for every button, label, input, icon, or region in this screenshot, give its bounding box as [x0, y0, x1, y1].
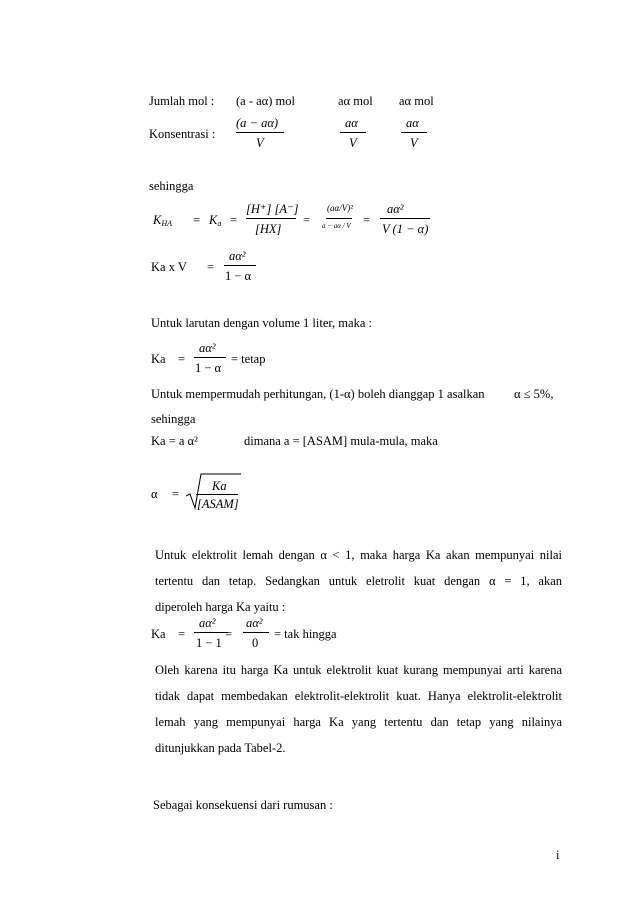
row-mol-col1: (a - aα) mol [236, 94, 295, 108]
eq-kha-nested-numerator: (aα/V)² [327, 203, 353, 213]
conc-col3-numerator: aα [406, 116, 419, 130]
eq-kha-result-denominator: V (1 − α) [382, 222, 429, 236]
eq-kha-equals-3: = [303, 213, 311, 227]
eq-alpha-numerator: Ka [212, 479, 227, 493]
eq-kha-fraction-numerator: [H⁺] [A⁻] [246, 202, 299, 216]
eq-alpha-denominator: [ASAM] [197, 497, 239, 511]
eq-kav-equals: = [207, 260, 215, 274]
eq-alpha-fraction-bar [196, 494, 238, 495]
conc-col3-denominator: V [410, 136, 418, 150]
paragraph-line: diperoleh harga Ka yaitu : [155, 600, 286, 614]
eq-tak-hingga-denominator-2: 0 [252, 636, 259, 650]
row-conc-label: Konsentrasi : [149, 127, 216, 141]
eq-tetap-rhs: = tetap [231, 352, 266, 366]
paragraph-line: ditunjukkan pada Tabel-2. [155, 741, 286, 755]
eq-kav-fraction-bar [224, 265, 256, 266]
eq-tak-hingga-fraction-bar-2 [243, 632, 269, 633]
conc-col1-denominator: V [256, 136, 264, 150]
eq-ka-simple-lhs: Ka = a α² [151, 434, 198, 448]
eq-kha-nested-denominator: a − aα / V [322, 222, 351, 230]
eq-kha-nested-fraction-bar [326, 218, 352, 219]
eq-alpha-lhs: α [151, 487, 158, 501]
line-volume-liter: Untuk larutan dengan volume 1 liter, maka : [151, 316, 372, 330]
eq-kav-numerator: aα² [229, 249, 246, 263]
paragraph-elektrolit-kuat [155, 657, 562, 761]
eq-tetap-fraction-bar [194, 357, 226, 358]
eq-kha-ka: $K_a$ [209, 213, 222, 228]
row-mol-label: Jumlah mol : [149, 94, 215, 108]
paragraph-line: tertentu dan tetap. Sedangkan untuk eletrolit kuat dengan α = 1, akan [155, 574, 562, 588]
eq-tetap-equals: = [178, 352, 186, 366]
eq-tak-hingga-lhs: Ka [151, 627, 166, 641]
conc-col2-fraction-bar [340, 132, 366, 133]
row-mol-col2: aα mol [338, 94, 373, 108]
eq-kha-k: $K_{HA}$ [153, 213, 173, 228]
eq-tak-hingga-numerator-2: aα² [246, 616, 263, 630]
paragraph-line: lemah yang mempunyai harga Ka yang tertentu dan tetap yang nilainya [155, 715, 562, 729]
eq-kav-lhs: Ka x V [151, 260, 187, 274]
eq-tak-hingga-numerator-1: aα² [199, 616, 216, 630]
eq-kha-equals-4: = [363, 213, 371, 227]
paragraph-line: Untuk elektrolit lemah dengan α < 1, maka harga Ka akan mempunyai nilai [155, 548, 562, 562]
conc-col2-denominator: V [349, 136, 357, 150]
paragraph-elektrolit-lemah [155, 542, 562, 620]
conc-col2-numerator: aα [345, 116, 358, 130]
eq-tak-hingga-rhs: = tak hingga [274, 627, 337, 641]
eq-tak-hingga-equals-1: = [178, 627, 186, 641]
sehingga-text-2: sehingga [151, 412, 196, 426]
eq-tetap-denominator: 1 − α [195, 361, 222, 375]
eq-tak-hingga-denominator-1: 1 − 1 [196, 636, 222, 650]
sehingga-text-1: sehingga [149, 179, 194, 193]
line-konsekuensi: Sebagai konsekuensi dari rumusan : [153, 798, 333, 812]
eq-tak-hingga-fraction-bar-1 [194, 632, 228, 633]
paragraph-line: tidak dapat membedakan elektrolit-elektrolit kuat. Hanya elektrolit-elektrolit [155, 689, 562, 703]
paragraph-line: Oleh karena itu harga Ka untuk elektrolit kuat kurang mempunyai arti karena [155, 663, 562, 677]
conc-col3-fraction-bar [401, 132, 427, 133]
eq-ka-simple-description: dimana a = [ASAM] mula-mula, maka [244, 434, 438, 448]
eq-kav-denominator: 1 − α [225, 269, 252, 283]
page-number: i [556, 848, 560, 862]
eq-kha-equals-1: = [193, 213, 201, 227]
row-mol-col3: aα mol [399, 94, 434, 108]
conc-col1-fraction-bar [236, 132, 284, 133]
alpha-condition: α ≤ 5%, [514, 387, 554, 401]
eq-tetap-lhs: Ka [151, 352, 166, 366]
eq-alpha-equals: = [172, 487, 180, 501]
eq-kha-result-numerator: aα² [387, 202, 404, 216]
conc-col1-numerator: (a − aα) [236, 116, 279, 130]
eq-kha-fraction-denominator: [HX] [255, 222, 282, 236]
eq-kha-fraction-bar [246, 218, 296, 219]
line-mempermudah: Untuk mempermudah perhitungan, (1-α) boleh dianggap 1 asalkan [151, 387, 485, 401]
eq-tak-hingga-equals-2: = [225, 627, 233, 641]
eq-tetap-numerator: aα² [199, 341, 216, 355]
eq-kha-equals-2: = [230, 213, 238, 227]
eq-kha-result-fraction-bar [380, 218, 430, 219]
